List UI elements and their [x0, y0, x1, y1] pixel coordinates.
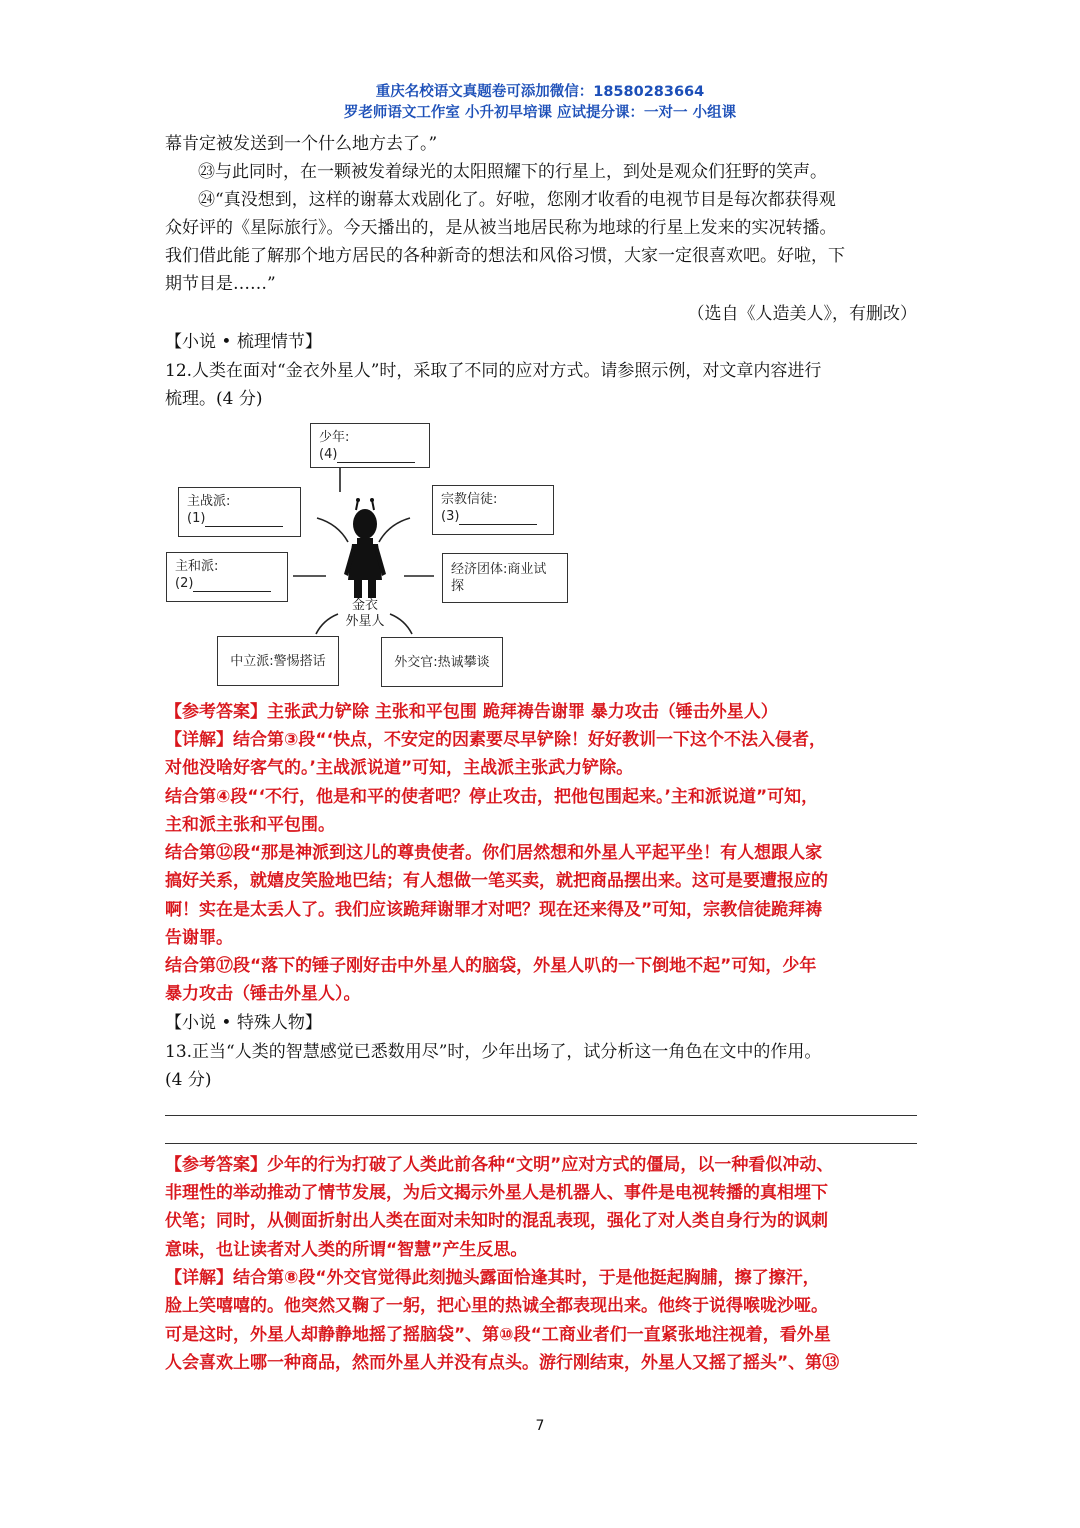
box-hawks	[178, 487, 301, 537]
center-label-line: 金衣	[351, 598, 378, 613]
page-number: 7	[535, 1418, 545, 1434]
answer13-line: 可是这时，外星人却静静地摇了摇脑袋”、第⑩段“工商业者们一直紧张地注视着，看外星	[165, 1325, 831, 1345]
blank-number: (2)	[175, 576, 194, 591]
answer12-detail: 【详解】结合第③段“‘快点，不安定的因素要尽早铲除！好好教训一下这个不法入侵者，	[165, 730, 827, 750]
passage-line: 我们借此能了解那个地方居民的各种新奇的想法和风俗习惯，大家一定很喜欢吧。好啦，下	[165, 246, 845, 266]
box-youth	[310, 423, 430, 468]
answer-line[interactable]	[165, 1143, 917, 1144]
box-economic	[442, 553, 568, 603]
answer12-detail: 告谢罪。	[165, 928, 233, 948]
box-label: 少年:	[319, 430, 350, 445]
box-diplomat	[381, 637, 503, 687]
q13-question: 13.正当“人类的智慧感觉已悉数用尽”时，少年出场了，试分析这一角色在文中的作用。	[165, 1042, 822, 1062]
box-label: 主和派:	[175, 559, 219, 574]
box-label: 主战派:	[187, 494, 231, 509]
answer-blank[interactable]	[459, 512, 537, 525]
answer12-detail: 结合第④段“‘不行，他是和平的使者吧？停止攻击，把他包围起来。’主和派说道”可知，	[165, 787, 819, 807]
q13-tag: 【小说 • 特殊人物】	[165, 1013, 322, 1033]
center-alien-label	[335, 598, 395, 630]
answer12-detail: 结合第⑰段“落下的锤子刚好击中外星人的脑袋，外星人叭的一下倒地不起”可知，少年	[165, 956, 817, 976]
box-religious	[432, 485, 554, 535]
box-label: 中立派:警惕搭话	[230, 653, 326, 669]
passage-line: ㉔“真没想到，这样的谢幕太戏剧化了。好啦，您刚才收看的电视节目是每次都获得观	[198, 190, 836, 210]
center-label-line: 外星人	[345, 614, 385, 629]
answer-blank[interactable]	[193, 579, 271, 592]
q13-question: (4 分)	[165, 1070, 212, 1090]
answer12-detail: 暴力攻击（锤击外星人）。	[165, 984, 361, 1004]
answer13-line: 非理性的举动推动了情节发展，为后文揭示外星人是机器人、事件是电视转播的真相埋下	[165, 1183, 828, 1203]
answer-blank[interactable]	[337, 450, 415, 463]
answer12-detail: 啊！实在是太丢人了。我们应该跪拜谢罪才对吧？现在还来得及”可知，宗教信徒跪拜祷	[165, 900, 823, 920]
passage-line: 众好评的《星际旅行》。今天播出的，是从被当地居民称为地球的行星上发来的实况转播。	[165, 218, 837, 238]
answer-line[interactable]	[165, 1115, 917, 1116]
q12-tag: 【小说 • 梳理情节】	[165, 332, 322, 352]
box-doves	[166, 552, 288, 602]
header-line-1: 重庆名校语文真题卷可添加微信：18580283664	[375, 84, 705, 100]
box-neutral	[217, 636, 339, 686]
answer12-detail: 主和派主张和平包围。	[165, 815, 335, 835]
answer13-line: 【参考答案】少年的行为打破了人类此前各种“文明”应对方式的僵局，以一种看似冲动、	[165, 1155, 834, 1175]
header-line-2: 罗老师语文工作室 小升初早培课 应试提分课：一对一 小组课	[343, 105, 737, 121]
answer13-line: 意味，也让读者对人类的所谓“智慧”产生反思。	[165, 1240, 528, 1260]
blank-number: (4)	[319, 447, 338, 462]
q12-question: 梳理。(4 分)	[165, 389, 263, 409]
answer12-detail: 对他没啥好客气的。’主战派说道”可知，主战派主张武力铲除。	[165, 758, 634, 778]
answer-blank[interactable]	[205, 514, 283, 527]
alien-figure-icon	[344, 498, 386, 598]
answer12-ref: 【参考答案】主张武力铲除 主张和平包围 跪拜祷告谢罪 暴力攻击（锤击外星人）	[165, 702, 778, 722]
q12-question: 12.人类在面对“金衣外星人”时，采取了不同的应对方式。请参照示例，对文章内容进行	[165, 361, 822, 381]
box-label: 经济团体:商业试探	[451, 562, 547, 594]
answer13-line: 人会喜欢上哪一种商品，然而外星人并没有点头。游行刚结束，外星人又摇了摇头”、第⑬	[165, 1353, 840, 1373]
passage-source: （选自《人造美人》，有删改）	[687, 304, 917, 324]
box-label: 外交官:热诚攀谈	[394, 654, 490, 670]
answer12-detail: 搞好关系，就嬉皮笑脸地巴结；有人想做一笔买卖，就把商品摆出来。这可是要遭报应的	[165, 871, 828, 891]
answer12-detail: 结合第⑫段“那是神派到这儿的尊贵使者。你们居然想和外星人平起平坐！有人想跟人家	[165, 843, 823, 863]
blank-number: (1)	[187, 511, 206, 526]
passage-line: 期节目是……”	[165, 274, 276, 294]
blank-number: (3)	[441, 509, 460, 524]
answer13-line: 脸上笑嘻嘻的。他突然又鞠了一躬，把心里的热诚全都表现出来。他终于说得喉咙沙哑。	[165, 1296, 828, 1316]
box-label: 宗教信徒:	[441, 492, 498, 507]
passage-line: 幕肯定被发送到一个什么地方去了。”	[165, 134, 438, 154]
passage-line: ㉓与此同时，在一颗被发着绿光的太阳照耀下的行星上，到处是观众们狂野的笑声。	[198, 162, 827, 182]
answer13-line: 【详解】结合第⑧段“外交官觉得此刻抛头露面恰逢其时，于是他挺起胸脯，擦了擦汗，	[165, 1268, 820, 1288]
answer13-line: 伏笔；同时，从侧面折射出人类在面对未知时的混乱表现，强化了对人类自身行为的讽刺	[165, 1211, 828, 1231]
